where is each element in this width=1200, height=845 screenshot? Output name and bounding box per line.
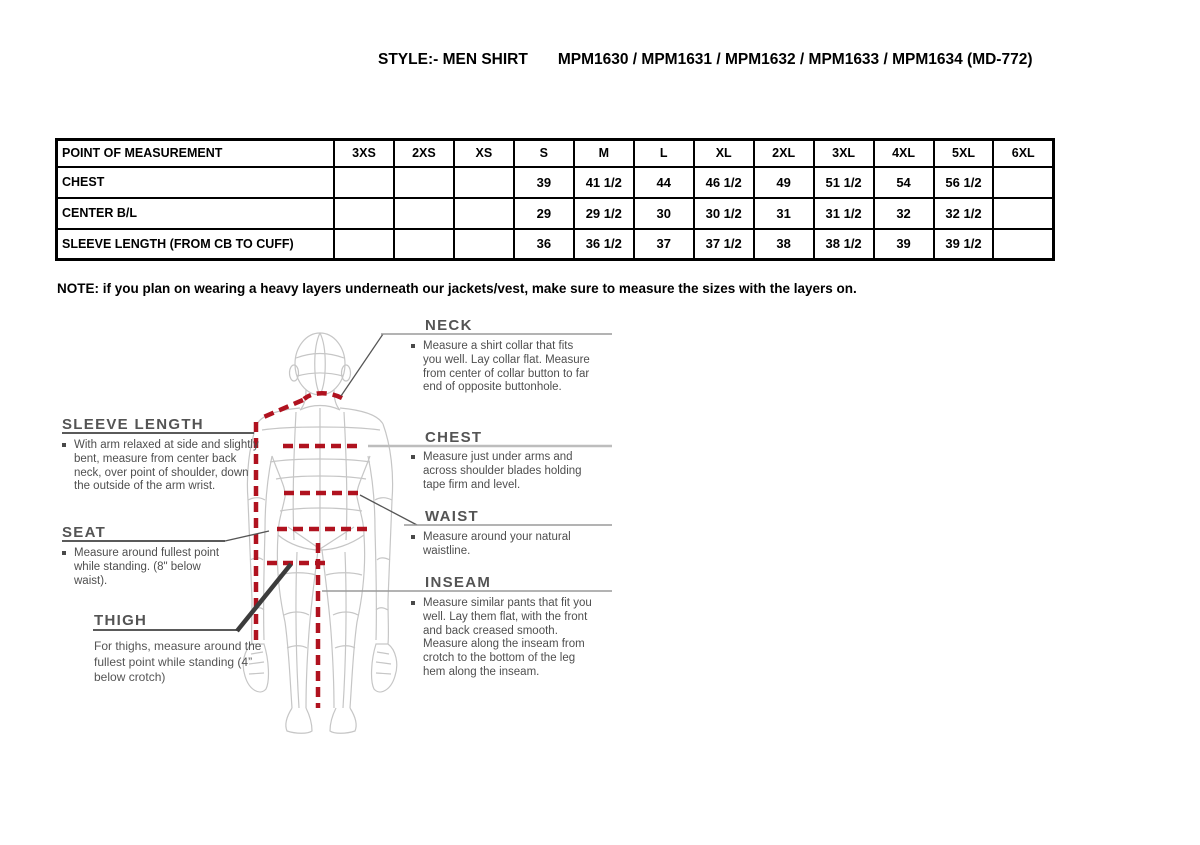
size-value-cell: 49 xyxy=(754,167,814,198)
row-label: CENTER B/L xyxy=(57,198,335,229)
chest-heading: CHEST xyxy=(425,429,483,446)
size-value-cell: 30 xyxy=(634,198,694,229)
row-label: CHEST xyxy=(57,167,335,198)
size-value-cell: 38 1/2 xyxy=(814,229,874,260)
column-header-size: M xyxy=(574,140,634,167)
size-value-cell: 44 xyxy=(634,167,694,198)
row-label: SLEEVE LENGTH (FROM CB TO CUFF) xyxy=(57,229,335,260)
size-value-cell: 38 xyxy=(754,229,814,260)
size-value-cell xyxy=(454,229,514,260)
neck-measure-line xyxy=(304,393,342,399)
bullet-icon xyxy=(411,344,415,348)
measure-lines xyxy=(256,393,368,708)
column-header-size: XS xyxy=(454,140,514,167)
column-header-size: 3XL xyxy=(814,140,874,167)
size-value-cell xyxy=(993,229,1053,260)
size-value-cell: 31 xyxy=(754,198,814,229)
size-value-cell xyxy=(993,167,1053,198)
size-value-cell: 31 1/2 xyxy=(814,198,874,229)
column-header-size: 3XS xyxy=(334,140,394,167)
style-label: STYLE:- MEN SHIRT xyxy=(378,51,528,68)
size-table xyxy=(55,138,1055,261)
size-value-cell: 39 xyxy=(874,229,934,260)
size-value-cell: 51 1/2 xyxy=(814,167,874,198)
size-value-cell: 32 xyxy=(874,198,934,229)
size-value-cell xyxy=(394,198,454,229)
size-value-cell: 30 1/2 xyxy=(694,198,754,229)
column-header-point-of-measurement: POINT OF MEASUREMENT xyxy=(57,140,335,167)
size-value-cell xyxy=(993,198,1053,229)
waist-heading: WAIST xyxy=(425,508,479,525)
size-value-cell: 54 xyxy=(874,167,934,198)
size-value-cell: 56 1/2 xyxy=(934,167,994,198)
size-value-cell xyxy=(334,198,394,229)
waist-leader-line xyxy=(360,495,417,525)
size-value-cell: 39 1/2 xyxy=(934,229,994,260)
table-row xyxy=(57,229,1054,260)
size-value-cell xyxy=(334,229,394,260)
inseam-heading: INSEAM xyxy=(425,574,492,591)
size-value-cell: 36 xyxy=(514,229,574,260)
size-value-cell: 41 1/2 xyxy=(574,167,634,198)
inseam-description: Measure similar pants that fit you well. Lay them flat, with the front and back creased smooth. Measure along the inseam from crotch to the bottom of the leg hem along the inseam. xyxy=(411,597,598,680)
size-value-cell: 46 1/2 xyxy=(694,167,754,198)
seat-heading: SEAT xyxy=(62,524,107,541)
sleeve-length-heading: SLEEVE LENGTH xyxy=(62,416,204,433)
neck-heading: NECK xyxy=(425,317,473,334)
column-header-size: XL xyxy=(694,140,754,167)
seat-description: Measure around fullest point while standing. (8" below waist). xyxy=(62,547,224,588)
size-value-cell xyxy=(394,229,454,260)
column-header-size: 6XL xyxy=(993,140,1053,167)
thigh-heading: THIGH xyxy=(94,612,148,629)
column-header-size: 4XL xyxy=(874,140,934,167)
size-value-cell xyxy=(454,167,514,198)
size-value-cell: 36 1/2 xyxy=(574,229,634,260)
sleeve-length-description: With arm relaxed at side and slightly bent, measure from center back neck, over point of shoulder, down the outside of the arm wrist. xyxy=(62,439,259,494)
column-header-size: 2XL xyxy=(754,140,814,167)
table-row xyxy=(57,198,1054,229)
size-value-cell: 37 1/2 xyxy=(694,229,754,260)
neck-description: Measure a shirt collar that fits you well. Lay collar flat. Measure from center of collar button to far end of opposite buttonhole. xyxy=(411,340,593,395)
column-header-size: S xyxy=(514,140,574,167)
size-value-cell: 37 xyxy=(634,229,694,260)
column-header-size: 5XL xyxy=(934,140,994,167)
bullet-icon xyxy=(62,443,66,447)
size-value-cell xyxy=(454,198,514,229)
size-value-cell: 39 xyxy=(514,167,574,198)
size-table-header xyxy=(57,140,1054,167)
page-title xyxy=(378,51,1033,69)
thigh-description: For thighs, measure around the fullest point while standing (4” below crotch) xyxy=(94,639,262,684)
model-numbers: MPM1630 / MPM1631 / MPM1632 / MPM1633 / MPM1634 (MD-772) xyxy=(557,51,1033,68)
column-header-size: L xyxy=(634,140,694,167)
bullet-icon xyxy=(62,551,66,555)
chest-description: Measure just under arms and across shoulder blades holding tape firm and level. xyxy=(411,451,593,492)
bullet-icon xyxy=(411,601,415,605)
column-header-size: 2XS xyxy=(394,140,454,167)
size-table-body xyxy=(57,167,1054,260)
seat-leader-line xyxy=(225,531,269,541)
shoulder-measure-line xyxy=(259,400,303,419)
table-row xyxy=(57,167,1054,198)
bullet-icon xyxy=(411,535,415,539)
size-value-cell xyxy=(334,167,394,198)
size-value-cell: 32 1/2 xyxy=(934,198,994,229)
waist-description: Measure around your natural waistline. xyxy=(411,531,573,559)
size-value-cell: 29 xyxy=(514,198,574,229)
size-value-cell: 29 1/2 xyxy=(574,198,634,229)
size-value-cell xyxy=(394,167,454,198)
note-text: NOTE: if you plan on wearing a heavy layers underneath our jackets/vest, make sure to measure the sizes with the layers on. xyxy=(57,281,857,296)
bullet-icon xyxy=(411,455,415,459)
